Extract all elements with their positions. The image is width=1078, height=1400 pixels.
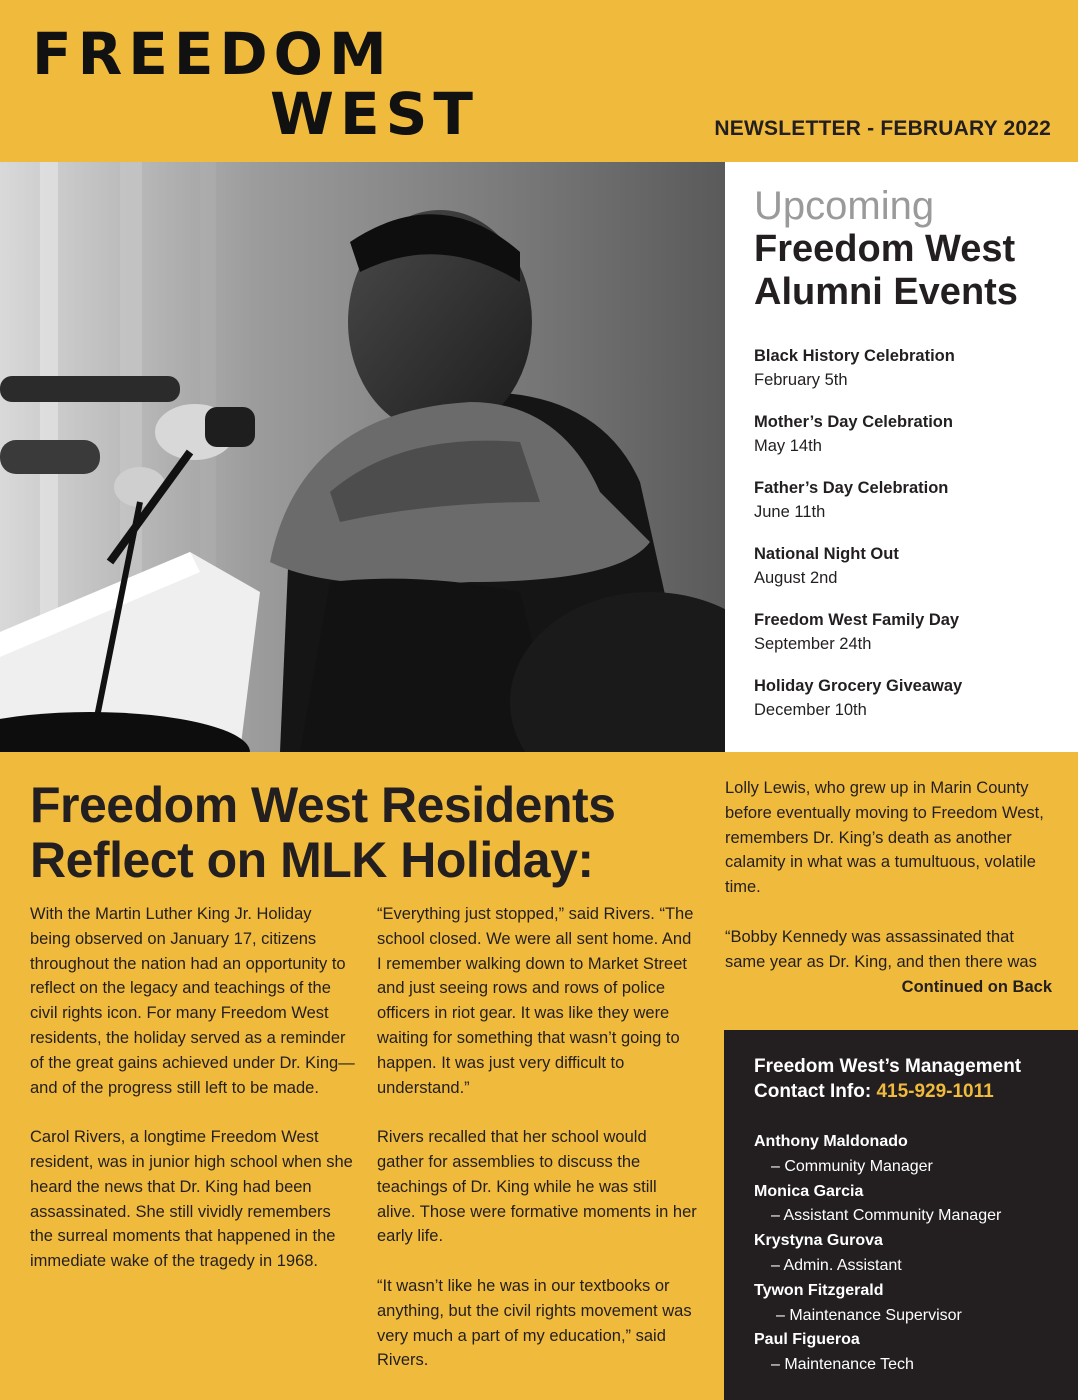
staff-name: Tywon Fitzgerald [754,1281,884,1299]
logo-line-2: WEST [270,80,479,148]
event-date: August 2nd [754,569,838,587]
event-date: May 14th [754,437,822,455]
article-paragraph: “Bobby Kennedy was assassinated that same year as Dr. King, and then there was [725,927,1037,971]
event-date: September 24th [754,635,872,653]
staff-role: – Community Manager [771,1157,933,1175]
event-name: Freedom West Family Day [754,611,960,629]
event-name: Mother’s Day Celebration [754,413,953,431]
article-paragraph: Carol Rivers, a longtime Freedom West resident, was in junior high school when she heard the news that Dr. King had been assassinated. She still vividly remembers the surreal moments that happened in the immediate wake of the tragedy in 1968. [30,1128,353,1271]
event-item [754,542,1078,590]
article-paragraph: Lolly Lewis, who grew up in Marin County before eventually moving to Freedom West, remembers Dr. King’s death as another calamity in what was a tumultuous, volatile time. [725,779,1044,897]
events-panel [725,162,1078,752]
logo-line-1: FREEDOM [32,20,393,88]
article-paragraph: “Everything just stopped,” said Rivers. “The school closed. We were all sent home. And I remember walking down to Market Street and just seeing rows and rows of police officers in riot gear. It was like they were waiting for something that wasn’t going to happen. It was just very difficult to understand.” [377,905,694,1097]
staff-role: – Admin. Assistant [771,1256,902,1274]
staff-list [754,1130,1078,1378]
contact-panel [724,1030,1078,1400]
staff-name: Krystyna Gurova [754,1232,883,1250]
hero-photo [0,162,725,752]
staff-role: – Maintenance Tech [771,1356,914,1374]
contact-title-line-2 [754,1079,1078,1104]
event-item [754,476,1078,524]
event-name: National Night Out [754,545,899,563]
contact-title-line-1: Freedom West’s Management [754,1056,1022,1077]
event-item [754,608,1078,656]
event-date: December 10th [754,701,867,719]
event-list [754,344,1078,722]
contact-info-label: Contact Info: [754,1081,872,1102]
article-column-2 [377,902,697,1398]
events-title-line-1: Freedom West [754,228,1016,270]
event-date: June 11th [754,503,826,521]
contact-phone[interactable]: 415-929-1011 [876,1081,994,1102]
event-item [754,344,1078,392]
headline-line-2: Reflect on MLK Holiday: [30,832,594,888]
continued-on-back: Continued on Back [901,978,1052,996]
event-item [754,410,1078,458]
staff-role: – Assistant Community Manager [771,1207,1002,1225]
article-paragraph: Rivers recalled that her school would gather for assemblies to discuss the teachings of Dr. King while he was still alive. Those were formative moments in her early life. [377,1128,697,1246]
article-column-1 [30,902,355,1299]
issue-date: NEWSLETTER - FEBRUARY 2022 [714,117,1051,140]
article-column-3 [725,776,1055,999]
event-item [754,674,1078,722]
article-paragraph: With the Martin Luther King Jr. Holiday being observed on January 17, citizens throughout the nation had an opportunity to reflect on the legacy and teachings of the civil rights icon. For many Freedom West residents, the holiday served as a reminder of the great gains achieved under Dr. King—and of the progress still left to be made. [30,905,355,1097]
staff-name: Anthony Maldonado [754,1133,908,1150]
headline-line-1: Freedom West Residents [30,777,616,833]
masthead [0,0,1078,162]
article-paragraph: “It wasn’t like he was in our textbooks or anything, but the civil rights movement was very much a part of my education,” said Rivers. [377,1276,692,1370]
article-headline [30,778,615,888]
event-name: Black History Celebration [754,347,955,365]
event-name: Father’s Day Celebration [754,479,949,497]
events-kicker: Upcoming [754,184,935,228]
staff-name: Paul Figueroa [754,1331,860,1349]
events-title-line-2: Alumni Events [754,271,1018,313]
event-date: February 5th [754,371,848,389]
event-name: Holiday Grocery Giveaway [754,677,963,695]
staff-role: – Maintenance Supervisor [776,1306,962,1324]
staff-name: Monica Garcia [754,1182,864,1200]
